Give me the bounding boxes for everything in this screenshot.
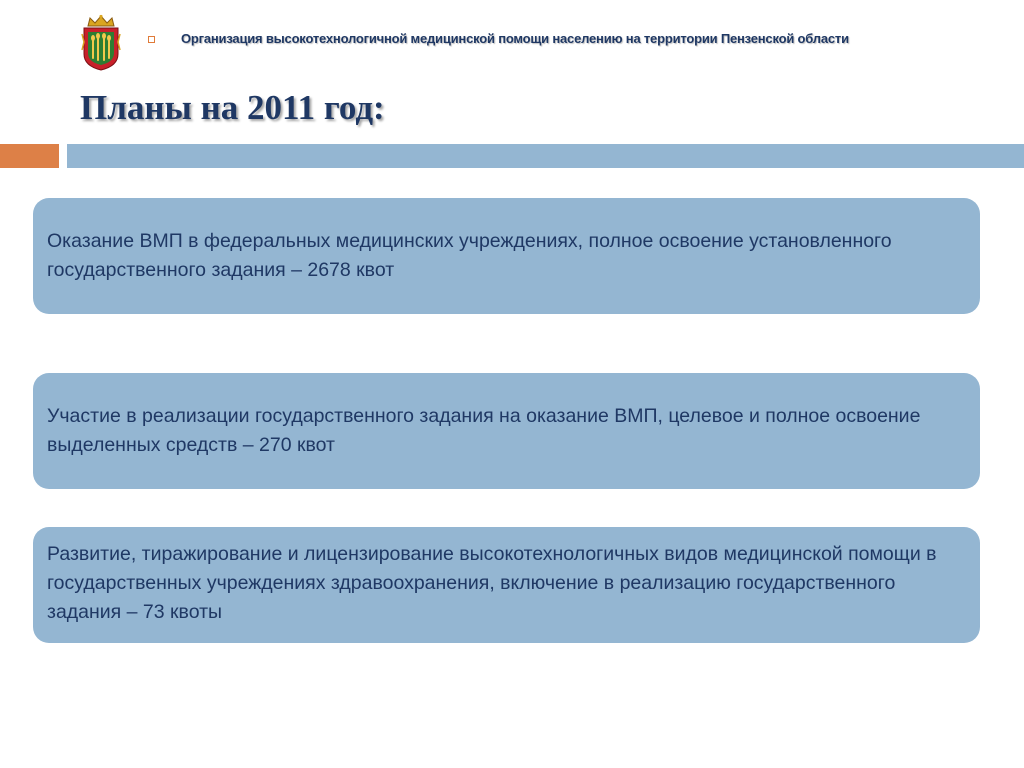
plan-card-text: Участие в реализации государственного задания на оказание ВМП, целевое и полное освоение выделенных средств – 270 квот	[47, 405, 921, 456]
header-caption: Организация высокотехнологичной медицинской помощи населению на территории Пензенской области	[181, 31, 849, 46]
accent-bar-blue	[67, 144, 1024, 168]
coat-of-arms-icon	[80, 14, 122, 72]
plan-card-1	[33, 198, 980, 314]
plan-card-2	[33, 373, 980, 489]
plan-card-text: Оказание ВМП в федеральных медицинских учреждениях, полное освоение установленного государственного задания – 2678 квот	[47, 230, 892, 281]
plan-card-3	[33, 527, 980, 643]
accent-bar-orange	[0, 144, 59, 168]
page-title: Планы на 2011 год:	[80, 88, 385, 127]
plan-card-text: Развитие, тиражирование и лицензирование высокотехнологичных видов медицинской помощи в государственных учреждениях здравоохранения, включение в реализацию государственного задания – 73 квоты	[47, 543, 937, 623]
square-bullet-icon	[148, 36, 155, 43]
